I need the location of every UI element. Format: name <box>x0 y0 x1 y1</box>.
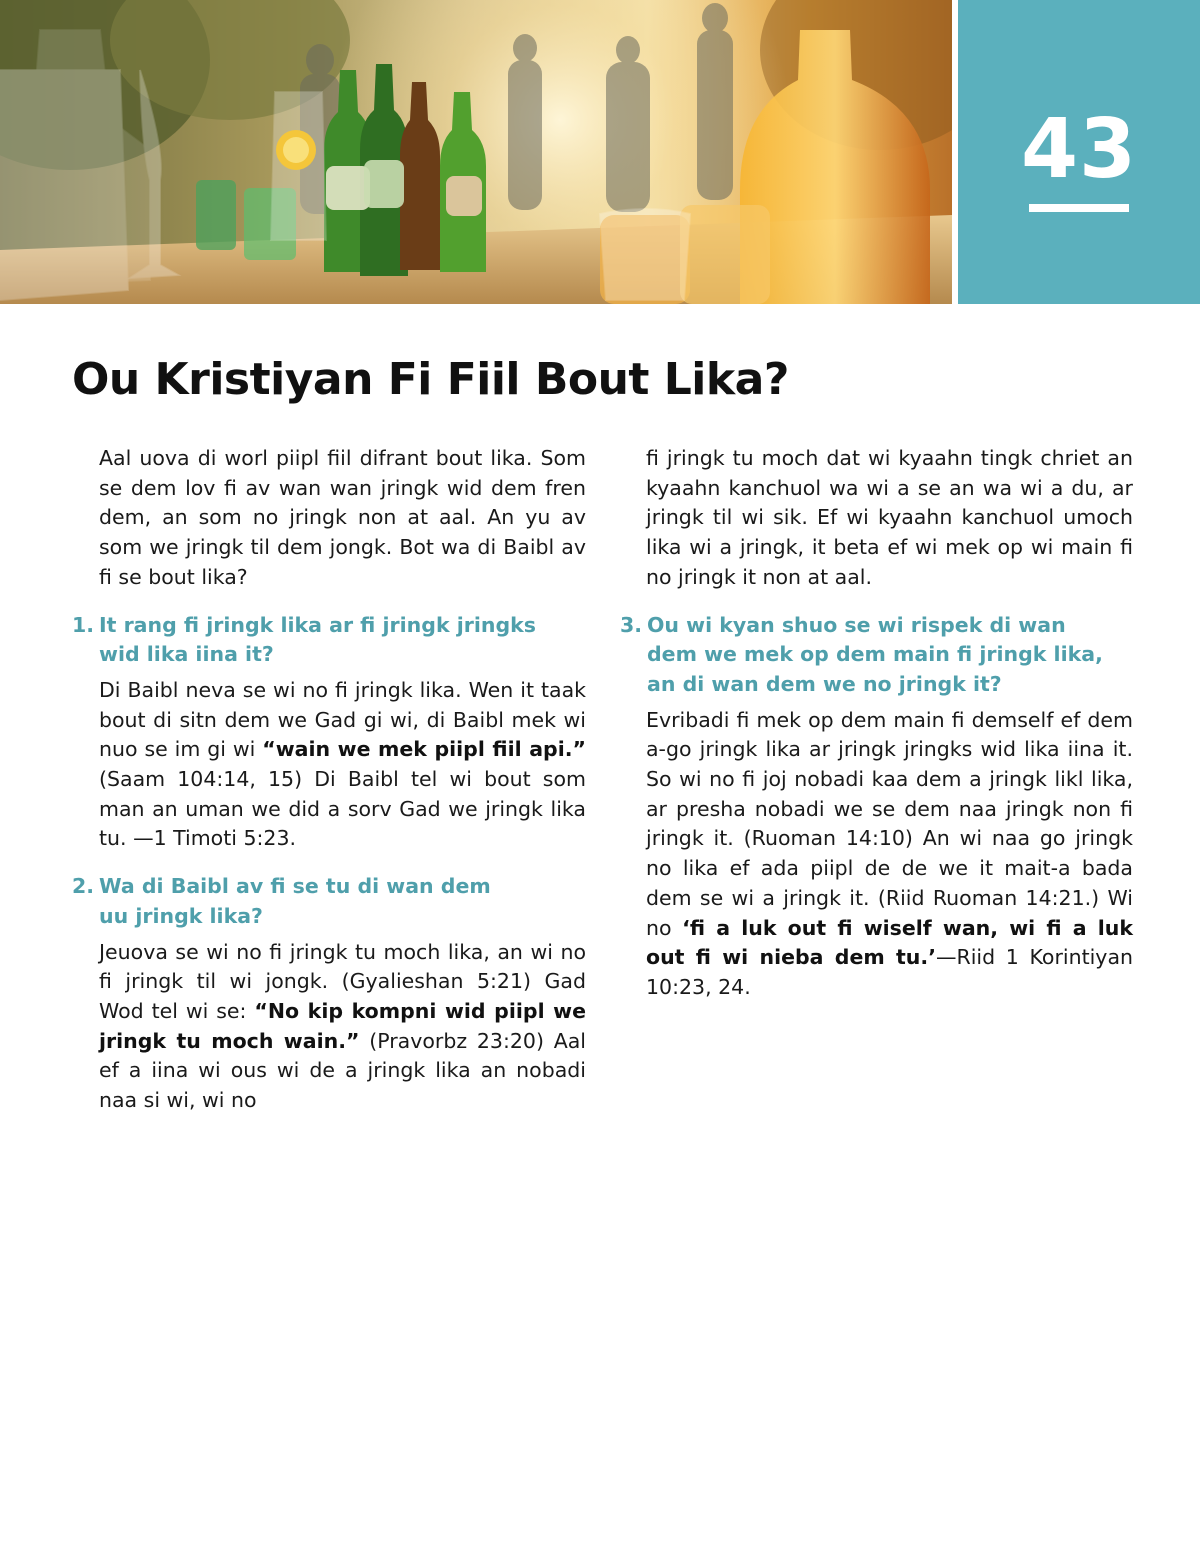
answer-1-text-end: (Saam 104:14, 15) Di Baibl tel wi bout som man an uman we did a sorv Gad we jringk lika tu. —1 Timoti 5:23. <box>99 767 586 851</box>
question-2 <box>72 872 586 931</box>
question-1-line: It rang fi jringk lika ar fi jringk jringks <box>99 612 536 637</box>
right-column <box>620 444 1133 1017</box>
question-1 <box>72 611 586 670</box>
party-drinks-illustration <box>0 0 952 304</box>
answer-1-quote: “wain we mek piipl fiil api.” <box>262 737 586 762</box>
answer-2-paragraph <box>99 938 586 1116</box>
answer-2-quote: “No kip kompni wid piipl we jringk tu moch wain.” <box>99 998 586 1053</box>
question-3-line: an di wan dem we no jringk it? <box>647 671 1002 696</box>
answer-1-text: Di Baibl neva se wi no fi jringk lika. Wen it taak bout di sitn dem we Gad gi wi, di Baibl mek wi nuo se im gi wi <box>99 677 586 762</box>
question-3-line: Ou wi kyan shuo se wi rispek di wan <box>647 612 1066 637</box>
question-3 <box>620 611 1133 700</box>
question-2-number: 2. <box>72 874 95 899</box>
intro-paragraph: Aal uova di worl piipl fiil difrant bout lika. Som se dem lov fi av wan wan jringk wid dem fren dem, an som no jringk non at aal. An yu av som we jringk til dem jongk. Bot wa di Baibl av fi se bout lika? <box>99 446 586 589</box>
header-photo <box>0 0 952 304</box>
question-3-line: dem we mek op dem main fi jringk lika, <box>647 642 1103 667</box>
lesson-number-block <box>958 0 1200 304</box>
answer-3-text-end: —Riid 1 Korintiyan 10:23, 24. <box>646 945 1133 999</box>
answer-1-paragraph <box>99 676 586 854</box>
answer-3-quote: ‘fi a luk out fi wiself wan, wi fi a luk out fi wi nieba dem tu.’ <box>646 915 1133 970</box>
lesson-number: 43 <box>1020 102 1138 197</box>
question-2-line: uu jringk lika? <box>99 903 263 928</box>
left-column <box>72 444 586 1130</box>
question-1-line: wid lika iina it? <box>99 642 274 667</box>
answer-2-continued-paragraph: fi jringk tu moch dat wi kyaahn tingk chriet an kyaahn kanchuol wa wi a se an wa wi a du, ar jringk til wi sik. Ef wi kyaahn kanchuol umoch lika wi a jringk, it beta ef wi mek op wi main fi no jringk it non at aal. <box>646 446 1133 589</box>
question-2-line: Wa di Baibl av fi se tu di wan dem <box>99 874 491 899</box>
question-1-number: 1. <box>72 612 95 637</box>
answer-2-text-end: (Pravorbz 23:20) Aal ef a iina wi ous wi de a jringk lika an nobadi naa si wi, wi no <box>99 1028 586 1113</box>
answer-3-text: Evribadi fi mek op dem main fi demself ef dem a-go jringk lika ar jringk jringks wid lika iina it. So wi no fi joj nobadi kaa dem a jringk likl lika, ar presha nobadi we se dem naa jringk non fi jringk it. (Ruoman 14:10) An wi naa go jringk no lika ef ada piipl de de we it mait-a bada dem se wi a jringk it. (Riid Ruoman 14:21.) Wi no <box>646 707 1133 940</box>
answer-2-text: Jeuova se wi no fi jringk tu moch lika, an wi no fi jringk til wi jongk. (Gyalieshan 5:21) Gad Wod tel wi se: <box>99 939 586 1023</box>
question-3-number: 3. <box>620 612 643 637</box>
lesson-number-underline <box>1029 204 1129 212</box>
answer-3-paragraph <box>646 706 1133 1003</box>
page-title: Ou Kristiyan Fi Fiil Bout Lika? <box>72 354 789 405</box>
